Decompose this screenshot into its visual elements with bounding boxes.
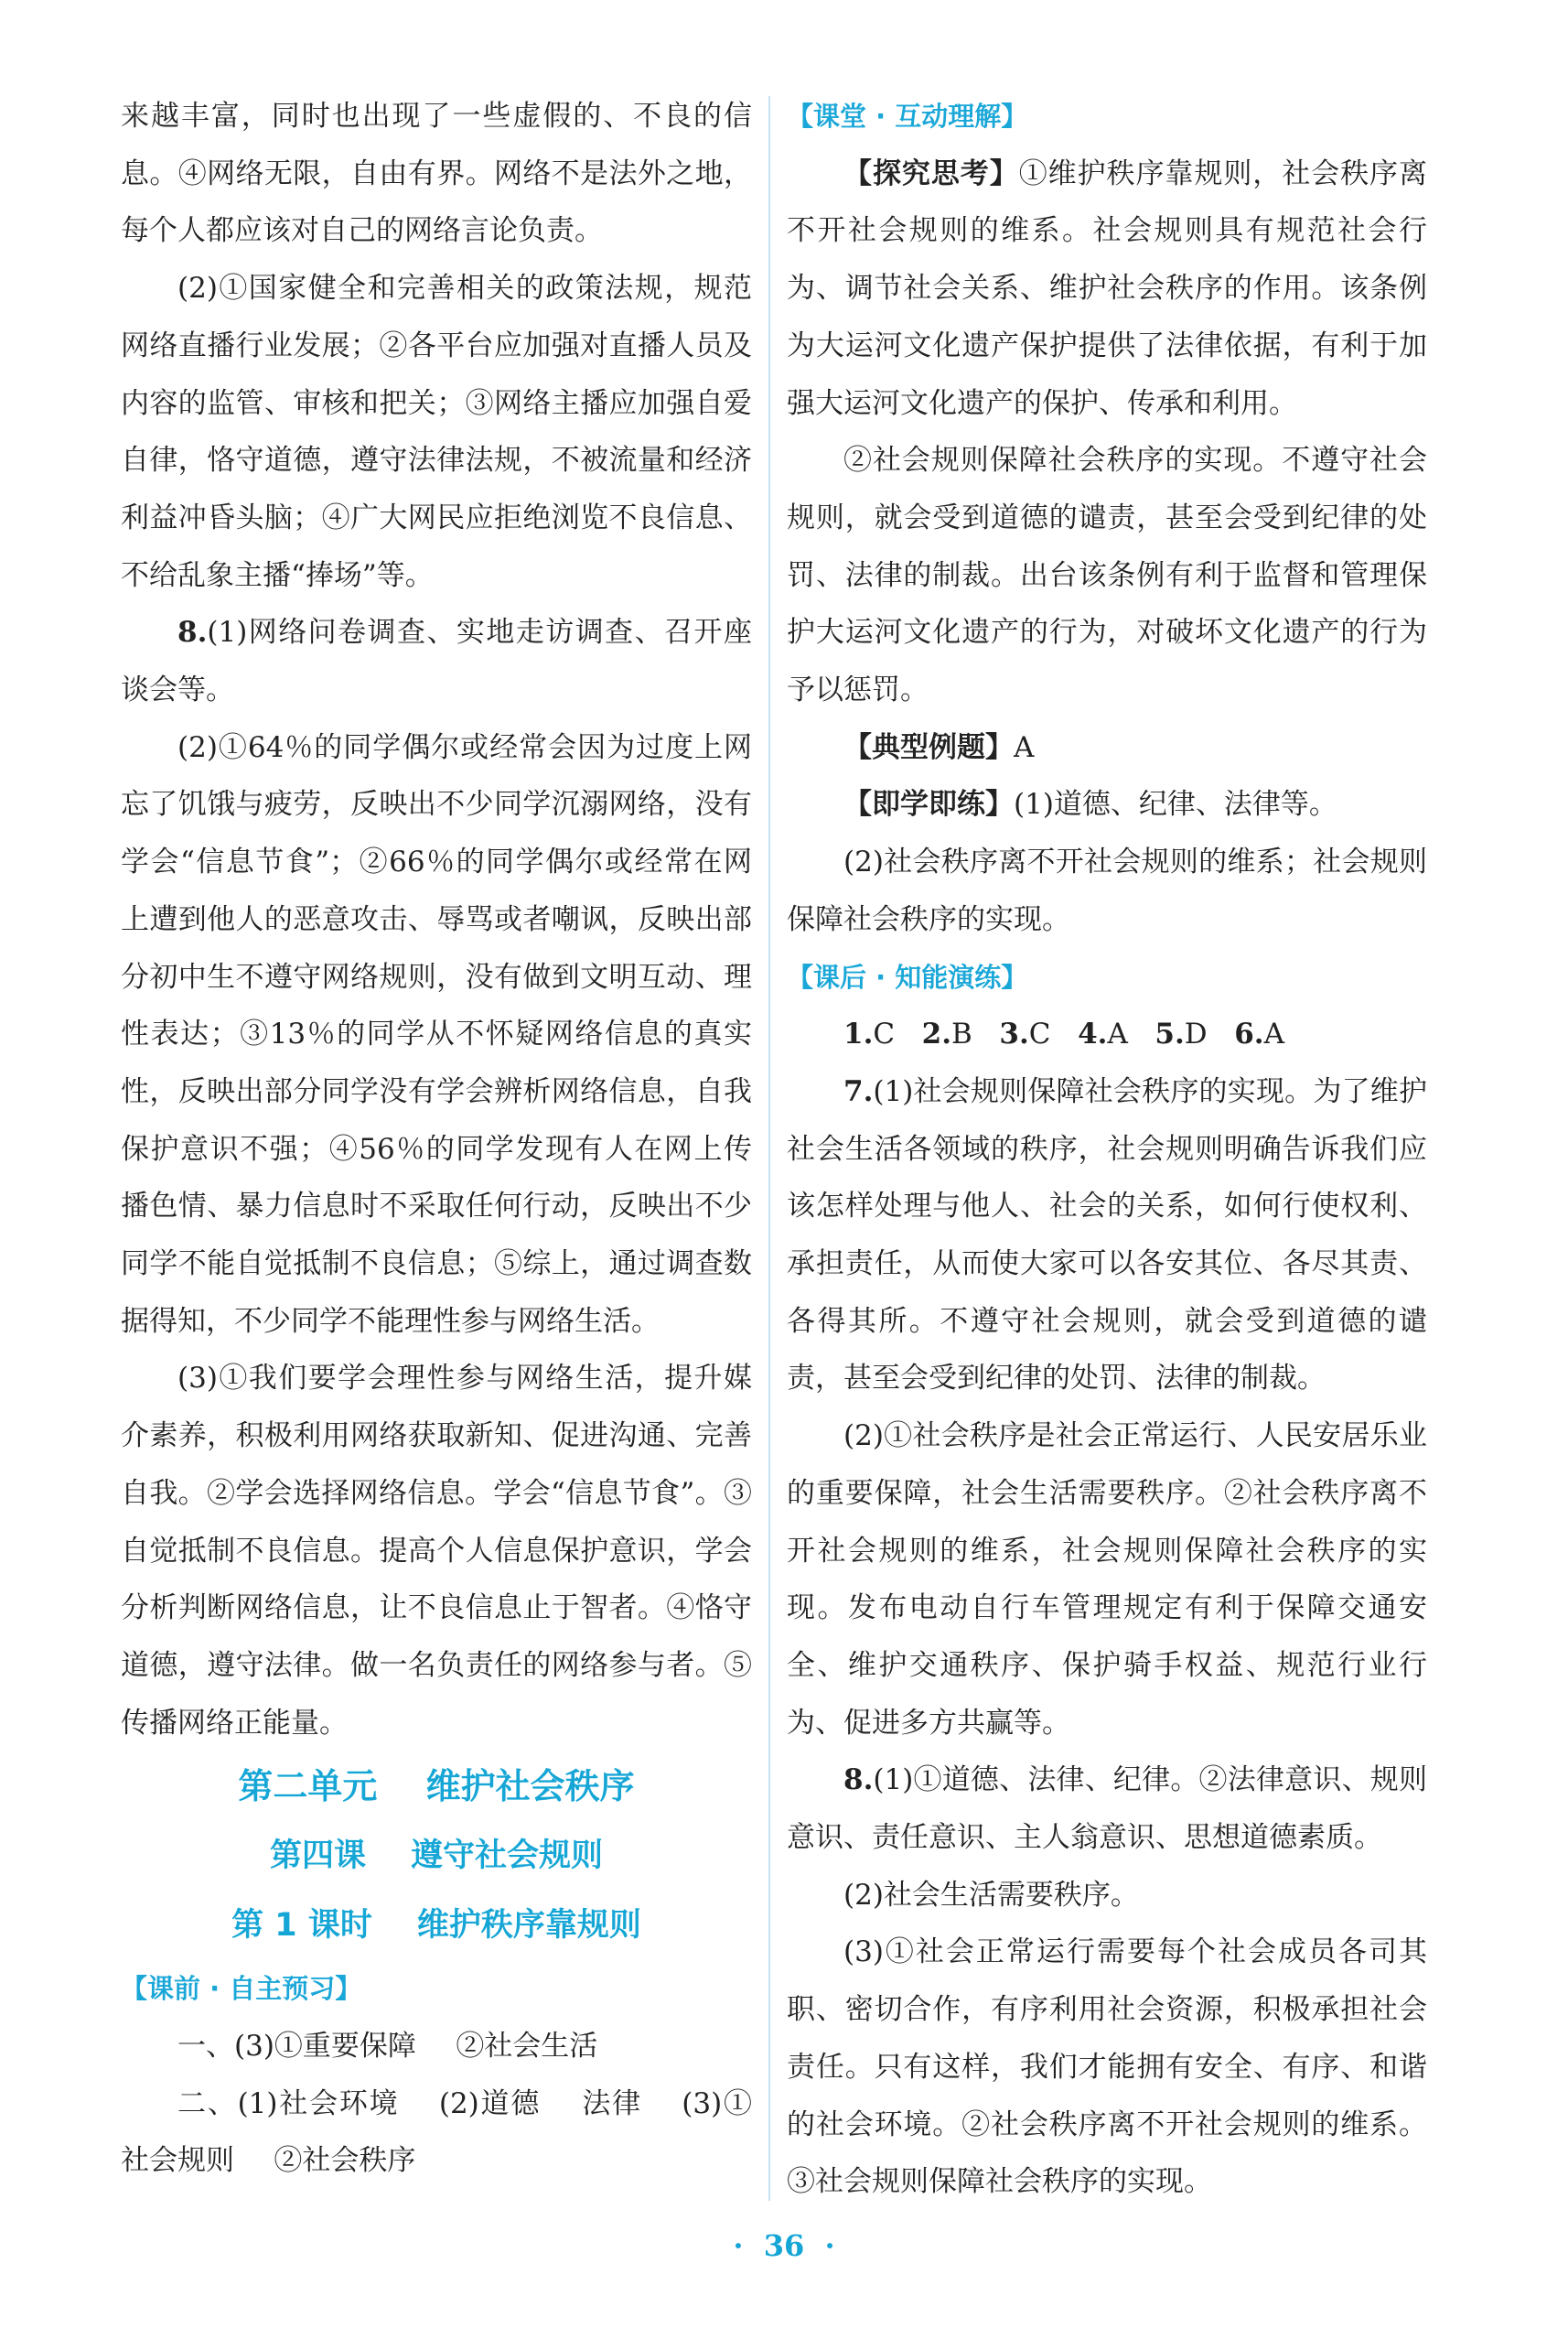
answer-q8-part2-right: (2)社会生活需要秩序。 [843, 1878, 1139, 1912]
section-header-after: 【课后 · 知能演练】 [787, 961, 1028, 993]
example-label: 【典型例题】 [843, 730, 1014, 764]
choice-ans: C [873, 1018, 896, 1051]
preview-answer-1 [121, 2018, 752, 2075]
paragraph-continuation: 来越丰富，同时也出现了一些虚假的、不良的信息。④网络无限，自由有界。网络不是法外之地，每个人都应该对自己的网络言论负责。 [121, 100, 752, 248]
example-value: A [1014, 730, 1035, 764]
answer-text: (1)①道德、法律、纪律。②法律意识、规则意识、责任意识、主人翁意识、思想道德素质。 [787, 1763, 1427, 1855]
practice-answer-1 [787, 776, 1427, 834]
explore-text-1: ①维护秩序靠规则，社会秩序离不开社会规则的维系。社会规则具有规范社会行为、调节社会关系、维护社会秩序的作用。该条例为大运河文化遗产保护提供了法律依据，有利于加强大运河文化遗产的保护、传承和利用。 [787, 156, 1428, 420]
preview-answer-2 [121, 2075, 752, 2190]
preview-1a: 一、(3)①重要保障 [177, 2030, 416, 2064]
unit-title [121, 1751, 752, 1821]
choice-ans: A [1263, 1018, 1284, 1051]
answer-q7-part2: (2)①国家健全和完善相关的政策法规，规范网络直播行业发展；②各平台应加强对直播人员及内容的监管、审核和把关；③网络主播应加强自爱自律，恪守道德，遵守法律法规，不被流量和经济利益冲昏头脑；④广大网民应拒绝浏览不良信息、不给乱象主播“捧场”等。 [121, 272, 752, 592]
page-number: · 36 · [733, 2228, 835, 2263]
answer-q8-part3-right: (3)①社会正常运行需要每个社会成员各司其职、密切合作，有序利用社会资源，积极承担社会责任。只有这样，我们才能拥有安全、有序、和谐的社会环境。②社会秩序离不开社会规则的维系。③社会规则保障社会秩序的实现。 [787, 1935, 1427, 2199]
question-number: 7. [843, 1074, 874, 1108]
choice-answers [787, 1006, 1427, 1063]
choice-num: 1. [843, 1018, 874, 1051]
answer-text: (1)社会规则保障社会秩序的实现。为了维护社会生活各领域的秩序，社会规则明确告诉我们应该怎样处理与他人、社会的关系，如何行使权利、承担责任，从而使大家可以各安其位、各尽其责、各得其所。不遵守社会规则，就会受到道德的谴责，甚至会受到纪律的处罚、法律的制裁。 [787, 1074, 1427, 1396]
right-column [787, 88, 1427, 2211]
choice-ans: B [951, 1018, 972, 1051]
choice-num: 3. [999, 1018, 1029, 1051]
section-header-class: 【课堂 · 互动理解】 [787, 101, 1028, 132]
practice-label: 【即学即练】 [843, 788, 1014, 822]
section-header-preview: 【课前 · 自主预习】 [121, 1973, 362, 2005]
choice-num: 5. [1155, 1018, 1185, 1051]
period-title [121, 1891, 752, 1960]
preview-2b: (2)道德 [438, 2086, 542, 2120]
left-column [121, 88, 752, 2190]
answer-text: (1)网络问卷调查、实地走访调查、召开座谈会等。 [121, 616, 752, 707]
choice-ans: D [1184, 1018, 1208, 1051]
explore-answer-1 [787, 146, 1427, 433]
answer-q8-part1-right [787, 1751, 1427, 1866]
answer-q7-part1 [787, 1063, 1427, 1407]
answer-q8-part1 [121, 604, 752, 718]
choice-ans: C [1028, 1018, 1051, 1051]
preview-2a: 二、(1)社会环境 [177, 2086, 400, 2120]
choice-num: 4. [1078, 1018, 1108, 1051]
preview-1b: ②社会生活 [456, 2030, 598, 2064]
column-divider [768, 96, 770, 2201]
question-number: 8. [843, 1763, 874, 1797]
preview-2e: ②社会秩序 [274, 2144, 416, 2178]
explore-answer-2: ②社会规则保障社会秩序的实现。不遵守社会规则，就会受到道德的谴责，甚至会受到纪律的处罚、法律的制裁。出台该条例有利于监督和管理保护大运河文化遗产的行为，对破坏文化遗产的行为予以惩罚。 [787, 444, 1427, 707]
period-name: 维护秩序靠规则 [416, 1907, 641, 1945]
period-number: 第 1 课时 [231, 1907, 372, 1945]
practice-answer-2: (2)社会秩序离不开社会规则的维系；社会规则保障社会秩序的实现。 [787, 846, 1427, 936]
practice-text-1: (1)道德、纪律、法律等。 [1014, 788, 1337, 822]
choice-num: 6. [1234, 1018, 1264, 1051]
answer-q7-part2-right: (2)①社会秩序是社会正常运行、人民安居乐业的重要保障，社会生活需要秩序。②社会秩序离不开社会规则的维系，社会规则保障社会秩序的实现。发布电动自行车管理规定有利于保障交通安全、维护交通秩序、保护骑手权益、规范行业行为、促进多方共赢等。 [787, 1419, 1427, 1740]
unit-name: 维护社会秩序 [425, 1766, 635, 1807]
question-number: 8. [177, 616, 208, 650]
explore-label: 【探究思考】 [843, 156, 1019, 190]
preview-2c: 法律 [580, 2086, 642, 2120]
example-answer [787, 719, 1427, 777]
lesson-name: 遵守社会规则 [411, 1838, 604, 1875]
choice-num: 2. [921, 1018, 952, 1051]
page-number-value: 36 [763, 2228, 805, 2263]
lesson-title [121, 1821, 752, 1891]
preview-2d: (3)①社会规则 [121, 2086, 752, 2178]
unit-number: 第二单元 [238, 1766, 378, 1807]
answer-q8-part3: (3)①我们要学会理性参与网络生活，提升媒介素养，积极利用网络获取新知、促进沟通、完善自我。②学会选择网络信息。学会“信息节食”。③自觉抵制不良信息。提高个人信息保护意识，学会分析判断网络信息，让不良信息止于智者。④恪守道德，遵守法律。做一名负责任的网络参与者。⑤传播网络正能量。 [121, 1362, 752, 1740]
answer-q8-part2: (2)①64％的同学偶尔或经常会因为过度上网忘了饥饿与疲劳，反映出不少同学沉溺网络，没有学会“信息节食”；②66％的同学偶尔或经常在网上遭到他人的恶意攻击、辱骂或者嘲讽，反映出部分初中生不遵守网络规则，没有做到文明互动、理性表达；③13％的同学从不怀疑网络信息的真实性，反映出部分同学没有学会辨析网络信息，自我保护意识不强；④56％的同学发现有人在网上传播色情、暴力信息时不采取任何行动，反映出不少同学不能自觉抵制不良信息；⑤综上，通过调查数据得知，不少同学不能理性参与网络生活。 [121, 730, 752, 1338]
choice-ans: A [1107, 1018, 1128, 1051]
lesson-number: 第四课 [269, 1838, 366, 1875]
